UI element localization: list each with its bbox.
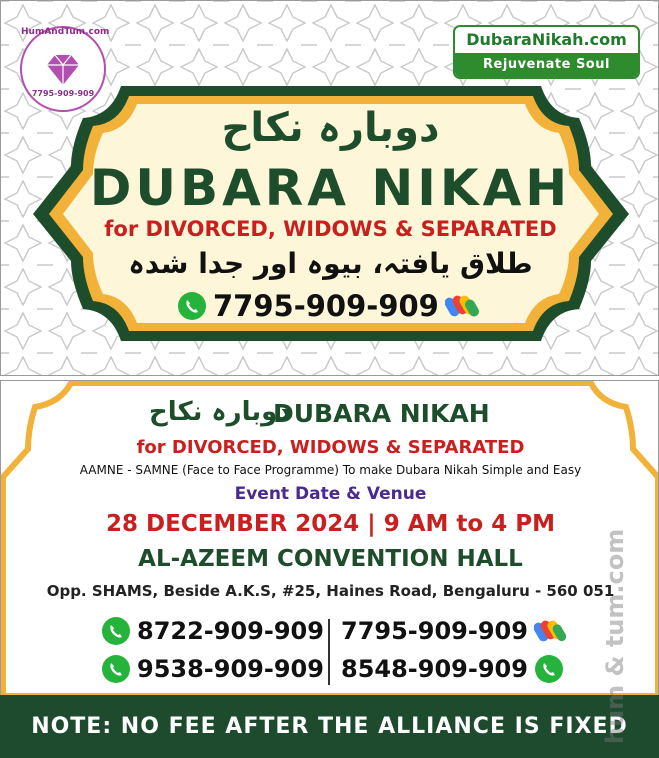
main-subtitle: for DIVORCED, WIDOWS & SEPARATED [104, 217, 557, 241]
gpay-icon [445, 291, 479, 321]
site-badge [453, 25, 640, 79]
phone-row-right-1 [341, 616, 566, 646]
event-label: Event Date & Venue [234, 484, 427, 504]
phone-divider [328, 619, 330, 685]
phone-number: 7795-909-909 [341, 617, 528, 645]
urdu-title: دوبارہ نکاح [221, 105, 440, 151]
phone-number: 9538-909-909 [137, 655, 324, 683]
venue-name: AL-AZEEM CONVENTION HALL [138, 546, 523, 572]
whatsapp-icon [101, 654, 131, 684]
whatsapp-icon [101, 616, 131, 646]
main-title: DUBARA NIKAH [89, 159, 572, 217]
gpay-icon [534, 616, 566, 646]
bottom-urdu-title: دوبارہ نکاح [149, 397, 291, 427]
note-bar [0, 695, 659, 758]
bottom-title: DUBARA NIKAH [273, 399, 490, 428]
top-phone-row [177, 289, 479, 323]
phone-number: 8548-909-909 [341, 655, 528, 683]
event-date-time: 28 DECEMBER 2024 | 9 AM to 4 PM [106, 511, 555, 537]
site-name: DubaraNikah.com [466, 30, 627, 49]
phone-row-left-1 [101, 616, 324, 646]
urdu-subtitle: طلاق یافتہ، بیوہ اور جدا شدہ [128, 247, 533, 280]
whatsapp-icon [177, 291, 207, 321]
watermark-text: hum & tum.com [601, 528, 629, 744]
watermark [585, 528, 645, 755]
top-banner [0, 0, 659, 376]
venue-address: Opp. SHAMS, Beside A.K.S, #25, Haines Road, Bengaluru - 560 051 [46, 582, 615, 600]
note-text: NOTE: NO FEE AFTER THE ALLIANCE IS FIXED [31, 714, 628, 739]
whatsapp-icon [534, 654, 564, 684]
logo-text: HumAndTum.com [21, 27, 110, 37]
site-tagline: Rejuvenate Soul [455, 53, 638, 77]
phone-row-right-2 [341, 654, 564, 684]
logo-phone: 7795-909-909 [31, 89, 95, 98]
programme-description: AAMNE - SAMNE (Face to Face Programme) To make Dubara Nikah Simple and Easy [79, 463, 582, 477]
bottom-subtitle: for DIVORCED, WIDOWS & SEPARATED [136, 437, 525, 458]
phone-number: 8722-909-909 [137, 617, 324, 645]
phone-row-left-2 [101, 654, 324, 684]
top-phone-number: 7795-909-909 [213, 289, 439, 323]
